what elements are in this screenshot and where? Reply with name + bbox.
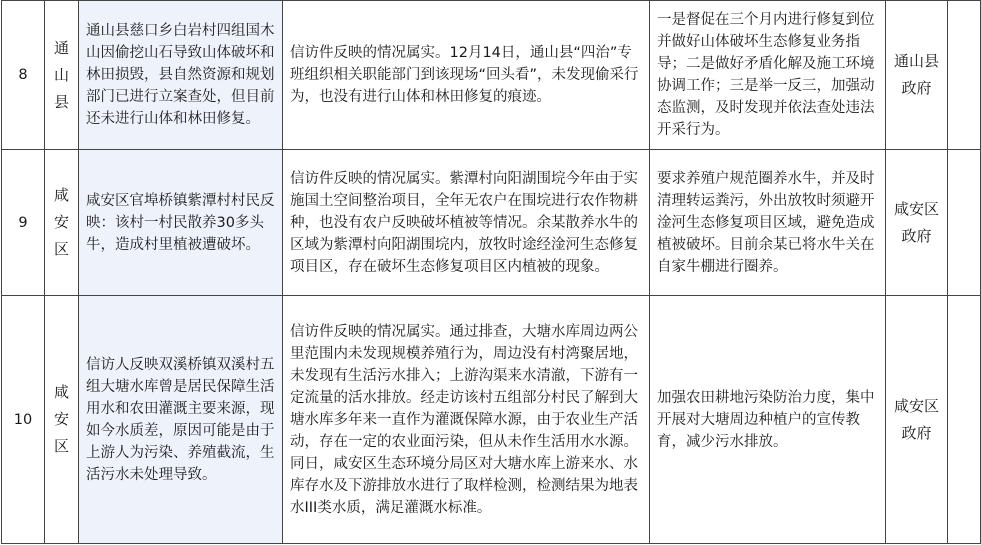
measures-cell: 要求养殖户规范圈养水牛，并及时清理转运粪污，外出放牧时须避开淦河生态修复项目区域，避免造成植被破坏。目前余某已将水牛关在自家牛棚进行圈养。 bbox=[650, 150, 886, 296]
table-row bbox=[2, 296, 981, 544]
dept-text: 咸安区政府 bbox=[893, 396, 939, 442]
complaint-cell: 通山县慈口乡白岩村四组国木山因偷挖山石导致山体破坏和林田损毁，县自然资源和规划部门已进行立案查处，但目前还未进行山体和林田修复。 bbox=[79, 1, 283, 150]
row-number: 8 bbox=[2, 1, 45, 150]
table-row bbox=[2, 150, 981, 296]
complaint-cell: 信访人反映双溪桥镇双溪村五组大塘水库曾是居民保障生活用水和农田灌溉主要来源，现如今水质差，原因可能是由于上游人为污染、养殖截流，生活污水未处理导致。 bbox=[79, 296, 283, 544]
blank-cell bbox=[948, 296, 981, 544]
dept-cell bbox=[886, 150, 948, 296]
row-number: 10 bbox=[2, 296, 45, 544]
dept-cell bbox=[886, 1, 948, 150]
findings-cell: 信访件反映的情况属实。12月14日，通山县“四治”专班组织相关职能部门到该现场“回头看”，未发现偷采行为，也没有进行山体和林田修复的痕迹。 bbox=[283, 1, 650, 150]
findings-cell: 信访件反映的情况属实。紫潭村向阳湖围垸今年由于实施国土空间整治项目，全年无农户在围垸进行农作物耕种，也没有农户反映破坏植被等情况。余某散养水牛的区域为紫潭村向阳湖围垸内，放牧时途经淦河生态修复项目区，存在破坏生态修复项目区内植被的现象。 bbox=[283, 150, 650, 296]
measures-cell: 一是督促在三个月内进行修复到位并做好山体破坏生态修复业务指导；二是做好矛盾化解及施工环境协调工作；三是举一反三，加强动态监测，及时发现并依法查处违法开采行为。 bbox=[650, 1, 886, 150]
region-text: 咸安区 bbox=[53, 186, 69, 258]
blank-cell bbox=[948, 1, 981, 150]
row-number: 9 bbox=[2, 150, 45, 296]
table-row bbox=[2, 1, 981, 150]
region-text: 咸安区 bbox=[53, 383, 69, 455]
dept-cell bbox=[886, 296, 948, 544]
dept-text: 通山县政府 bbox=[893, 52, 939, 97]
findings-cell: 信访件反映的情况属实。通过排查，大塘水库周边两公里范围内未发现规模养殖行为，周边没有村湾聚居地，未发现有生活污水排入；上游沟渠来水清澈，下游有一定流量的活水排放。经走访该村五组部分村民了解到大塘水库多年来一直作为灌溉保障水源，由于农业生产活动，存在一定的农业面污染，但从未作生活用水水源。同日，咸安区生态环境分局区对大塘水库上游来水、水库存水及下游排放水进行了取样检测，检测结果为地表水III类水质，满足灌溉水标准。 bbox=[283, 296, 650, 544]
measures-cell: 加强农田耕地污染防治力度，集中开展对大塘周边种植户的宣传教育，减少污水排放。 bbox=[650, 296, 886, 544]
complaint-table bbox=[1, 0, 981, 544]
blank-cell bbox=[948, 150, 981, 296]
region-cell bbox=[45, 296, 79, 544]
region-cell bbox=[45, 150, 79, 296]
region-cell bbox=[45, 1, 79, 150]
complaint-cell: 咸安区官埠桥镇紫潭村村民反映：该村一村民散养30多头牛，造成村里植被遭破坏。 bbox=[79, 150, 283, 296]
dept-text: 咸安区政府 bbox=[893, 199, 939, 245]
region-text: 通山县 bbox=[53, 38, 69, 111]
